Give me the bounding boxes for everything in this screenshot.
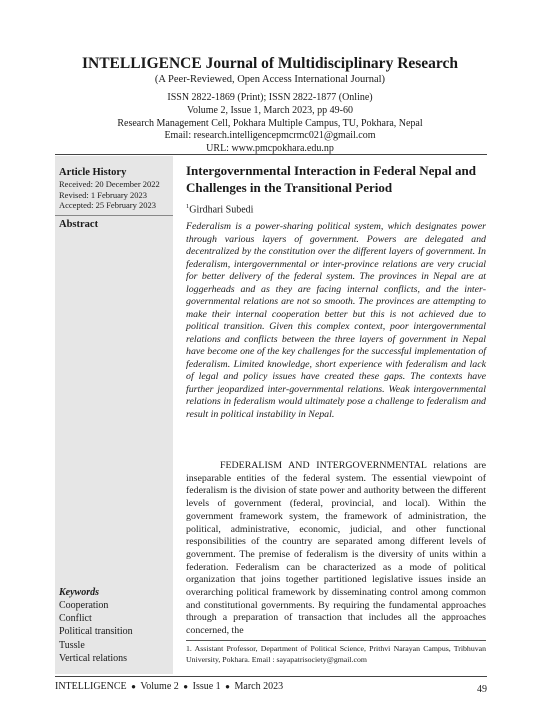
footer-journal: INTELLIGENCE bbox=[55, 681, 127, 692]
journal-subtitle: (A Peer-Reviewed, Open Access International Journal) bbox=[154, 74, 386, 85]
page-footer bbox=[55, 680, 487, 693]
url-line[interactable]: URL: www.pmcpokhara.edu.np bbox=[206, 143, 334, 155]
author-name: Girdhari Subedi bbox=[189, 204, 254, 216]
bullet-icon: ● bbox=[183, 682, 189, 691]
keywords-heading: Keywords bbox=[59, 587, 99, 598]
paper-title: Intergovernmental Interaction in Federal Nepal and Challenges in the Transitional Period bbox=[186, 163, 476, 195]
accepted-date: Accepted: 25 February 2023 bbox=[59, 200, 157, 210]
abstract-heading: Abstract bbox=[59, 219, 99, 230]
footnote-divider bbox=[186, 640, 486, 641]
author-line bbox=[186, 200, 486, 217]
body-text: FEDERALISM AND INTERGOVERNMENTAL relations are inseparable entities of the federal system. The essential viewpoint of federalism is the division of state power and authority between the different levels of government (federal, provincial, and local). Within the government framework system, the framework of administration, the political, administrative, economic, judicial, and other functional responsibilities of the country are separated among different levels of government. The premise of federalism is the diversity of units within a federation. Federalism can be characterized as a mode of political organization that joins together partitioned legislative issues inside an overarching political framework by disseminating control among common and constitutional governments. By requiring the fundamental approaches through a preparation of transaction that includes all the approaches concerned, the bbox=[186, 460, 486, 637]
journal-header bbox=[0, 55, 540, 156]
sidebar-divider bbox=[55, 215, 173, 216]
volume-line: Volume 2, Issue 1, March 2023, pp 49-60 bbox=[187, 104, 353, 116]
journal-title: INTELLIGENCE Journal of Multidisciplinary Research bbox=[81, 55, 459, 72]
email-line[interactable]: Email: research.intelligencepmcrmc021@gmail.com bbox=[164, 130, 376, 142]
author-footnote-marker: 1 bbox=[186, 203, 190, 210]
footer-divider bbox=[55, 676, 487, 677]
bullet-icon: ● bbox=[225, 682, 231, 691]
keyword-item: Vertical relations bbox=[59, 652, 128, 664]
article-history bbox=[59, 166, 160, 211]
article-sidebar bbox=[55, 156, 173, 674]
article-heading bbox=[186, 162, 486, 217]
keyword-item: Conflict bbox=[59, 613, 92, 625]
author-footnote: 1. Assistant Professor, Department of Political Science, Prithvi Narayan Campus, Tribhuvan University, Pokhara. Email : sayapatrisociety@gmail.com bbox=[186, 644, 486, 664]
footer-volume: Volume 2 bbox=[140, 681, 179, 692]
header-divider bbox=[55, 154, 487, 155]
abstract-text: Federalism is a power-sharing political system, which designates power through various layers of government. Powers are delegated and decentralized by the constitution over the different layers of government. In federalism, intergovernmental or inter-province relations are very crucial for better delivery of the federal system. The provinces in Nepal are at loggerheads and as they are facing internal conflicts, and the inter-governmental relations are not so smooth. The provinces are attempting to make their internal cooperation better but this is not achieved due to political transition. Given this complex context, poor intergovernmental relations and conflicts between the three layers of government in Nepal have become one of the key challenges for the successful implementation of federalism. Limited knowledge, short experience with federalism and lack of legal and policy issues have created these gaps. The contexts have further jeopardized inter-governmental relations. Weak intergovernmental relations in federalism would ultimately pose a challenge to federalism and result in political instability in Nepal. bbox=[186, 221, 486, 420]
keyword-item: Political transition bbox=[59, 626, 133, 638]
keyword-item: Tussle bbox=[59, 639, 85, 651]
footer-issue: Issue 1 bbox=[192, 681, 221, 692]
keywords-block bbox=[59, 586, 133, 665]
history-heading: Article History bbox=[59, 167, 127, 178]
publisher-line: Research Management Cell, Pokhara Multiple Campus, TU, Pokhara, Nepal bbox=[117, 117, 423, 129]
received-date: Received: 20 December 2022 bbox=[59, 179, 160, 189]
bullet-icon: ● bbox=[131, 682, 136, 691]
revised-date: Revised: 1 February 2023 bbox=[59, 189, 148, 200]
keyword-item: Cooperation bbox=[59, 600, 109, 611]
footer-date: March 2023 bbox=[234, 681, 284, 692]
page-number: 49 bbox=[477, 684, 487, 695]
issn-line: ISSN 2822-1869 (Print); ISSN 2822-1877 (Online) bbox=[167, 92, 373, 103]
